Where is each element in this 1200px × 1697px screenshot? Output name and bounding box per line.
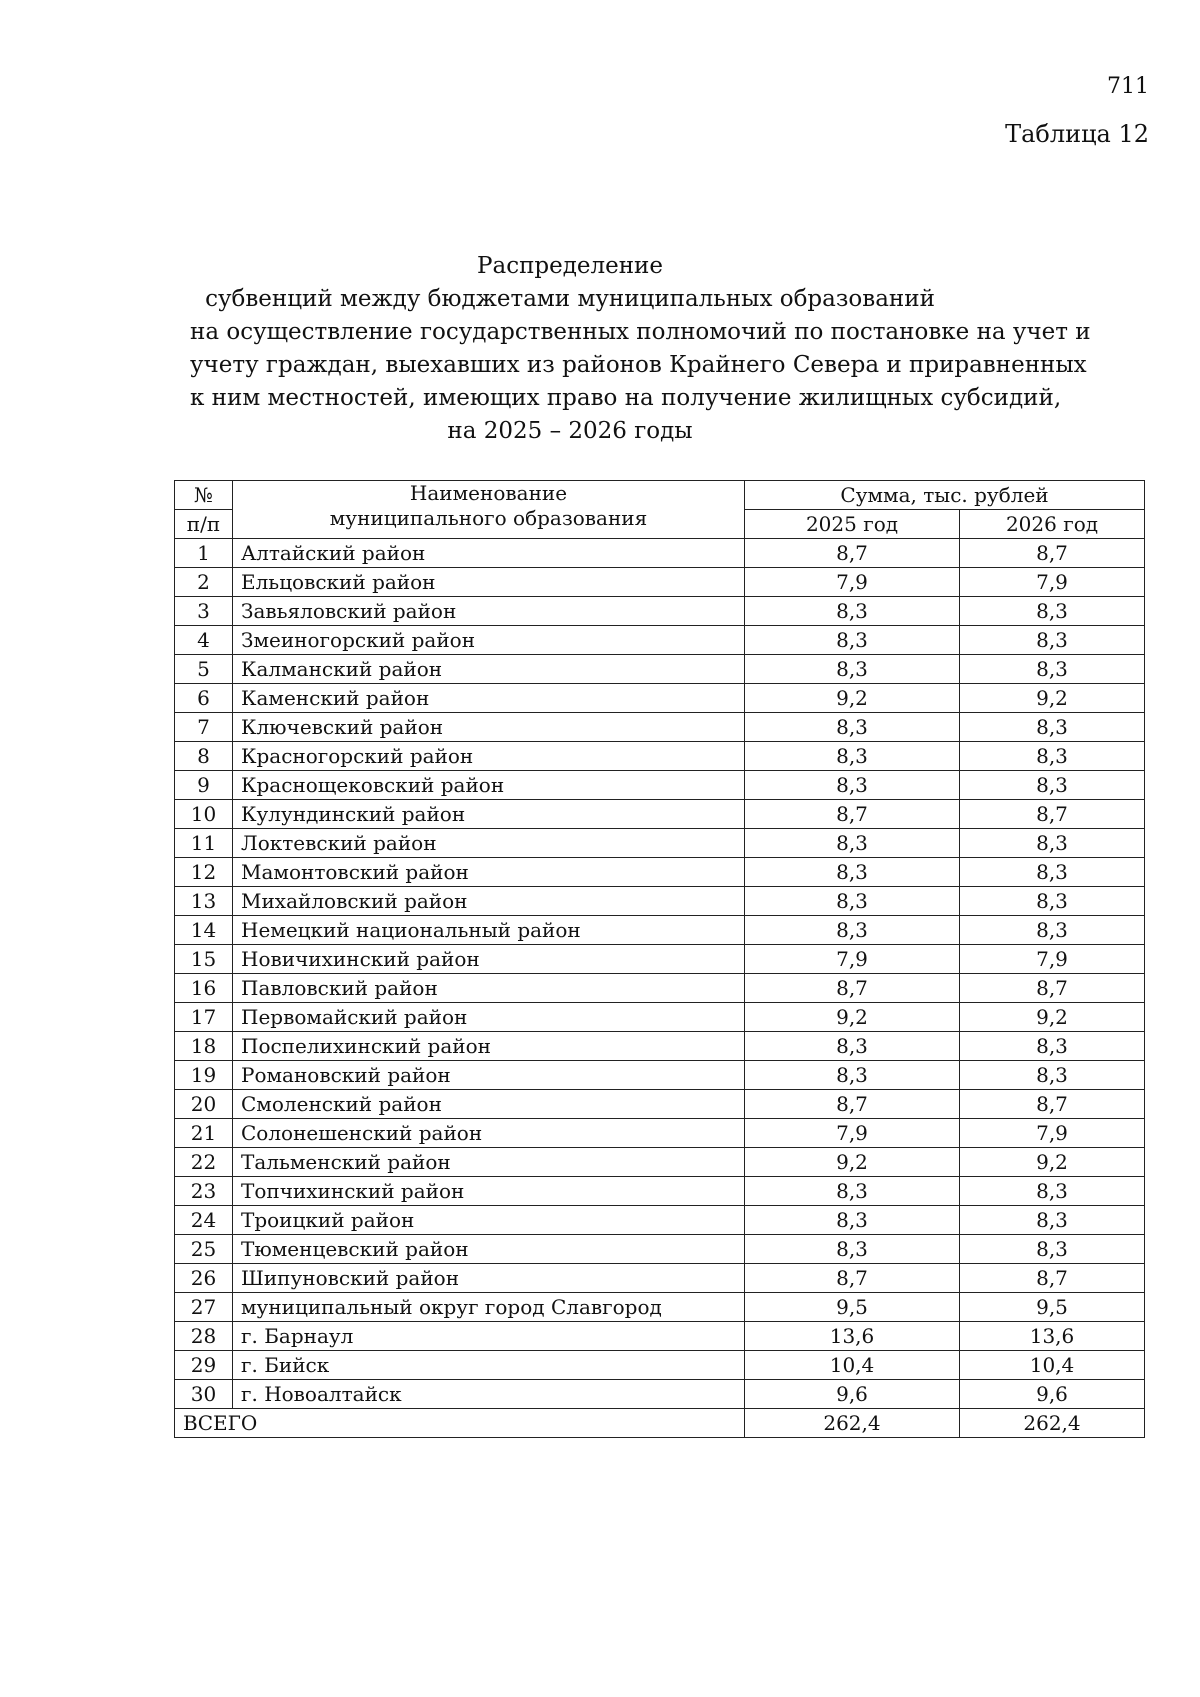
row-name: Тюменцевский район — [233, 1235, 745, 1264]
table-row — [175, 1061, 1145, 1090]
row-number: 8 — [175, 742, 233, 771]
table-row — [175, 539, 1145, 568]
table-row — [175, 626, 1145, 655]
table-row — [175, 1090, 1145, 1119]
header-num-line1: № — [194, 482, 213, 507]
row-value-2025: 8,3 — [745, 771, 960, 800]
row-name: Павловский район — [233, 974, 745, 1003]
row-value-2025: 8,7 — [745, 1090, 960, 1119]
header-num — [175, 481, 233, 510]
total-2025: 262,4 — [745, 1409, 960, 1438]
row-name: Шипуновский район — [233, 1264, 745, 1293]
row-value-2026: 9,6 — [960, 1380, 1145, 1409]
row-name: Троицкий район — [233, 1206, 745, 1235]
row-number: 1 — [175, 539, 233, 568]
row-value-2025: 8,3 — [745, 829, 960, 858]
table-body — [175, 539, 1145, 1409]
row-number: 3 — [175, 597, 233, 626]
table-row — [175, 1380, 1145, 1409]
row-value-2025: 8,3 — [745, 1235, 960, 1264]
header-row — [175, 481, 1145, 510]
title-line: на 2025 – 2026 годы — [447, 418, 693, 444]
header-num-sub: п/п — [175, 510, 233, 539]
row-value-2026: 7,9 — [960, 945, 1145, 974]
row-value-2026: 8,3 — [960, 916, 1145, 945]
row-name: Мамонтовский район — [233, 858, 745, 887]
row-value-2026: 8,3 — [960, 771, 1145, 800]
row-name: Локтевский район — [233, 829, 745, 858]
row-value-2026: 8,3 — [960, 626, 1145, 655]
row-value-2025: 9,2 — [745, 1003, 960, 1032]
row-name: Топчихинский район — [233, 1177, 745, 1206]
row-value-2025: 8,3 — [745, 1206, 960, 1235]
row-name: Завьяловский район — [233, 597, 745, 626]
table-row — [175, 1119, 1145, 1148]
table-row — [175, 1293, 1145, 1322]
table-row — [175, 1177, 1145, 1206]
row-value-2026: 8,3 — [960, 742, 1145, 771]
row-value-2026: 8,3 — [960, 1032, 1145, 1061]
row-name: г. Бийск — [233, 1351, 745, 1380]
table-row — [175, 655, 1145, 684]
total-label: ВСЕГО — [175, 1409, 745, 1438]
row-value-2026: 9,2 — [960, 1003, 1145, 1032]
row-number: 6 — [175, 684, 233, 713]
row-name: Первомайский район — [233, 1003, 745, 1032]
row-value-2026: 10,4 — [960, 1351, 1145, 1380]
row-value-2026: 8,7 — [960, 539, 1145, 568]
row-number: 18 — [175, 1032, 233, 1061]
row-name: Смоленский район — [233, 1090, 745, 1119]
row-number: 10 — [175, 800, 233, 829]
row-value-2026: 13,6 — [960, 1322, 1145, 1351]
table-row — [175, 1351, 1145, 1380]
document-title — [190, 250, 1091, 448]
row-value-2026: 9,2 — [960, 684, 1145, 713]
table-row — [175, 742, 1145, 771]
table-row — [175, 974, 1145, 1003]
row-value-2026: 8,3 — [960, 1061, 1145, 1090]
row-value-2026: 8,7 — [960, 974, 1145, 1003]
row-name: Краснощековский район — [233, 771, 745, 800]
title-line: учету граждан, выехавших из районов Крайнего Севера и приравненных — [190, 352, 1087, 378]
row-value-2025: 7,9 — [745, 945, 960, 974]
table-row — [175, 713, 1145, 742]
row-number: 9 — [175, 771, 233, 800]
title-line: на осуществление государственных полномочий по постановке на учет и — [190, 319, 1091, 345]
row-number: 15 — [175, 945, 233, 974]
row-number: 2 — [175, 568, 233, 597]
table-row — [175, 597, 1145, 626]
row-name: Поспелихинский район — [233, 1032, 745, 1061]
title-line: субвенций между бюджетами муниципальных образований — [205, 286, 935, 312]
row-name: г. Барнаул — [233, 1322, 745, 1351]
row-value-2025: 10,4 — [745, 1351, 960, 1380]
row-value-2025: 7,9 — [745, 568, 960, 597]
row-value-2025: 8,7 — [745, 539, 960, 568]
table-row — [175, 771, 1145, 800]
table-row — [175, 945, 1145, 974]
row-value-2025: 13,6 — [745, 1322, 960, 1351]
row-number: 7 — [175, 713, 233, 742]
table-row — [175, 1264, 1145, 1293]
row-name: Романовский район — [233, 1061, 745, 1090]
table-row — [175, 829, 1145, 858]
table-row — [175, 1322, 1145, 1351]
row-number: 23 — [175, 1177, 233, 1206]
row-value-2026: 8,3 — [960, 1235, 1145, 1264]
row-value-2025: 7,9 — [745, 1119, 960, 1148]
table-row — [175, 1003, 1145, 1032]
row-number: 28 — [175, 1322, 233, 1351]
row-number: 11 — [175, 829, 233, 858]
row-value-2025: 9,5 — [745, 1293, 960, 1322]
row-name: Михайловский район — [233, 887, 745, 916]
row-value-2026: 8,3 — [960, 597, 1145, 626]
row-value-2025: 9,2 — [745, 684, 960, 713]
table-row — [175, 887, 1145, 916]
title-line: к ним местностей, имеющих право на получение жилищных субсидий, — [190, 385, 1062, 411]
row-name: г. Новоалтайск — [233, 1380, 745, 1409]
row-name: Змеиногорский район — [233, 626, 745, 655]
header-name — [233, 481, 745, 539]
row-value-2026: 7,9 — [960, 568, 1145, 597]
row-number: 29 — [175, 1351, 233, 1380]
row-name: Калманский район — [233, 655, 745, 684]
table-row — [175, 684, 1145, 713]
header-sum: Сумма, тыс. рублей — [745, 481, 1145, 510]
row-number: 4 — [175, 626, 233, 655]
row-number: 14 — [175, 916, 233, 945]
row-number: 17 — [175, 1003, 233, 1032]
row-name: Каменский район — [233, 684, 745, 713]
table-row — [175, 1235, 1145, 1264]
header-name-line2: муниципального образования — [329, 506, 648, 530]
row-value-2026: 7,9 — [960, 1119, 1145, 1148]
row-value-2026: 8,3 — [960, 829, 1145, 858]
row-value-2025: 8,3 — [745, 626, 960, 655]
header-year-2026: 2026 год — [960, 510, 1145, 539]
row-name: Тальменский район — [233, 1148, 745, 1177]
row-value-2026: 8,3 — [960, 655, 1145, 684]
row-value-2026: 9,2 — [960, 1148, 1145, 1177]
row-name: Красногорский район — [233, 742, 745, 771]
row-value-2025: 9,6 — [745, 1380, 960, 1409]
row-value-2025: 8,3 — [745, 1032, 960, 1061]
row-value-2026: 8,3 — [960, 858, 1145, 887]
row-name: Немецкий национальный район — [233, 916, 745, 945]
row-value-2025: 8,3 — [745, 655, 960, 684]
row-number: 21 — [175, 1119, 233, 1148]
header-name-line1: Наименование — [409, 481, 568, 505]
row-name: Алтайский район — [233, 539, 745, 568]
row-value-2026: 8,3 — [960, 713, 1145, 742]
row-number: 13 — [175, 887, 233, 916]
row-number: 20 — [175, 1090, 233, 1119]
table-row — [175, 800, 1145, 829]
page-number: 711 — [1107, 74, 1149, 99]
row-value-2025: 8,7 — [745, 1264, 960, 1293]
row-value-2026: 8,3 — [960, 887, 1145, 916]
table-row — [175, 916, 1145, 945]
row-number: 5 — [175, 655, 233, 684]
row-name: муниципальный округ город Славгород — [233, 1293, 745, 1322]
table-row — [175, 1206, 1145, 1235]
table-row — [175, 1148, 1145, 1177]
row-name: Новичихинский район — [233, 945, 745, 974]
row-name: Кулундинский район — [233, 800, 745, 829]
row-number: 24 — [175, 1206, 233, 1235]
table-row — [175, 858, 1145, 887]
title-line: Распределение — [477, 253, 663, 279]
row-value-2026: 8,7 — [960, 800, 1145, 829]
total-row — [175, 1409, 1145, 1438]
row-value-2025: 8,3 — [745, 858, 960, 887]
row-value-2025: 8,3 — [745, 597, 960, 626]
table-row — [175, 1032, 1145, 1061]
row-name: Ельцовский район — [233, 568, 745, 597]
row-number: 26 — [175, 1264, 233, 1293]
row-number: 25 — [175, 1235, 233, 1264]
row-value-2026: 8,7 — [960, 1264, 1145, 1293]
total-2026: 262,4 — [960, 1409, 1145, 1438]
row-number: 30 — [175, 1380, 233, 1409]
distribution-table — [174, 480, 1145, 1438]
row-value-2025: 8,7 — [745, 974, 960, 1003]
row-value-2025: 8,3 — [745, 742, 960, 771]
row-name: Солонешенский район — [233, 1119, 745, 1148]
row-value-2026: 8,7 — [960, 1090, 1145, 1119]
row-value-2025: 8,3 — [745, 916, 960, 945]
row-name: Ключевский район — [233, 713, 745, 742]
header-year-2025: 2025 год — [745, 510, 960, 539]
row-number: 27 — [175, 1293, 233, 1322]
row-value-2025: 8,3 — [745, 887, 960, 916]
row-value-2026: 8,3 — [960, 1206, 1145, 1235]
row-value-2026: 9,5 — [960, 1293, 1145, 1322]
row-value-2025: 8,3 — [745, 1061, 960, 1090]
row-number: 12 — [175, 858, 233, 887]
row-value-2025: 8,7 — [745, 800, 960, 829]
row-value-2025: 9,2 — [745, 1148, 960, 1177]
row-number: 22 — [175, 1148, 233, 1177]
row-value-2026: 8,3 — [960, 1177, 1145, 1206]
table-label: Таблица 12 — [1005, 120, 1149, 148]
table-row — [175, 568, 1145, 597]
row-value-2025: 8,3 — [745, 713, 960, 742]
row-number: 16 — [175, 974, 233, 1003]
row-number: 19 — [175, 1061, 233, 1090]
row-value-2025: 8,3 — [745, 1177, 960, 1206]
